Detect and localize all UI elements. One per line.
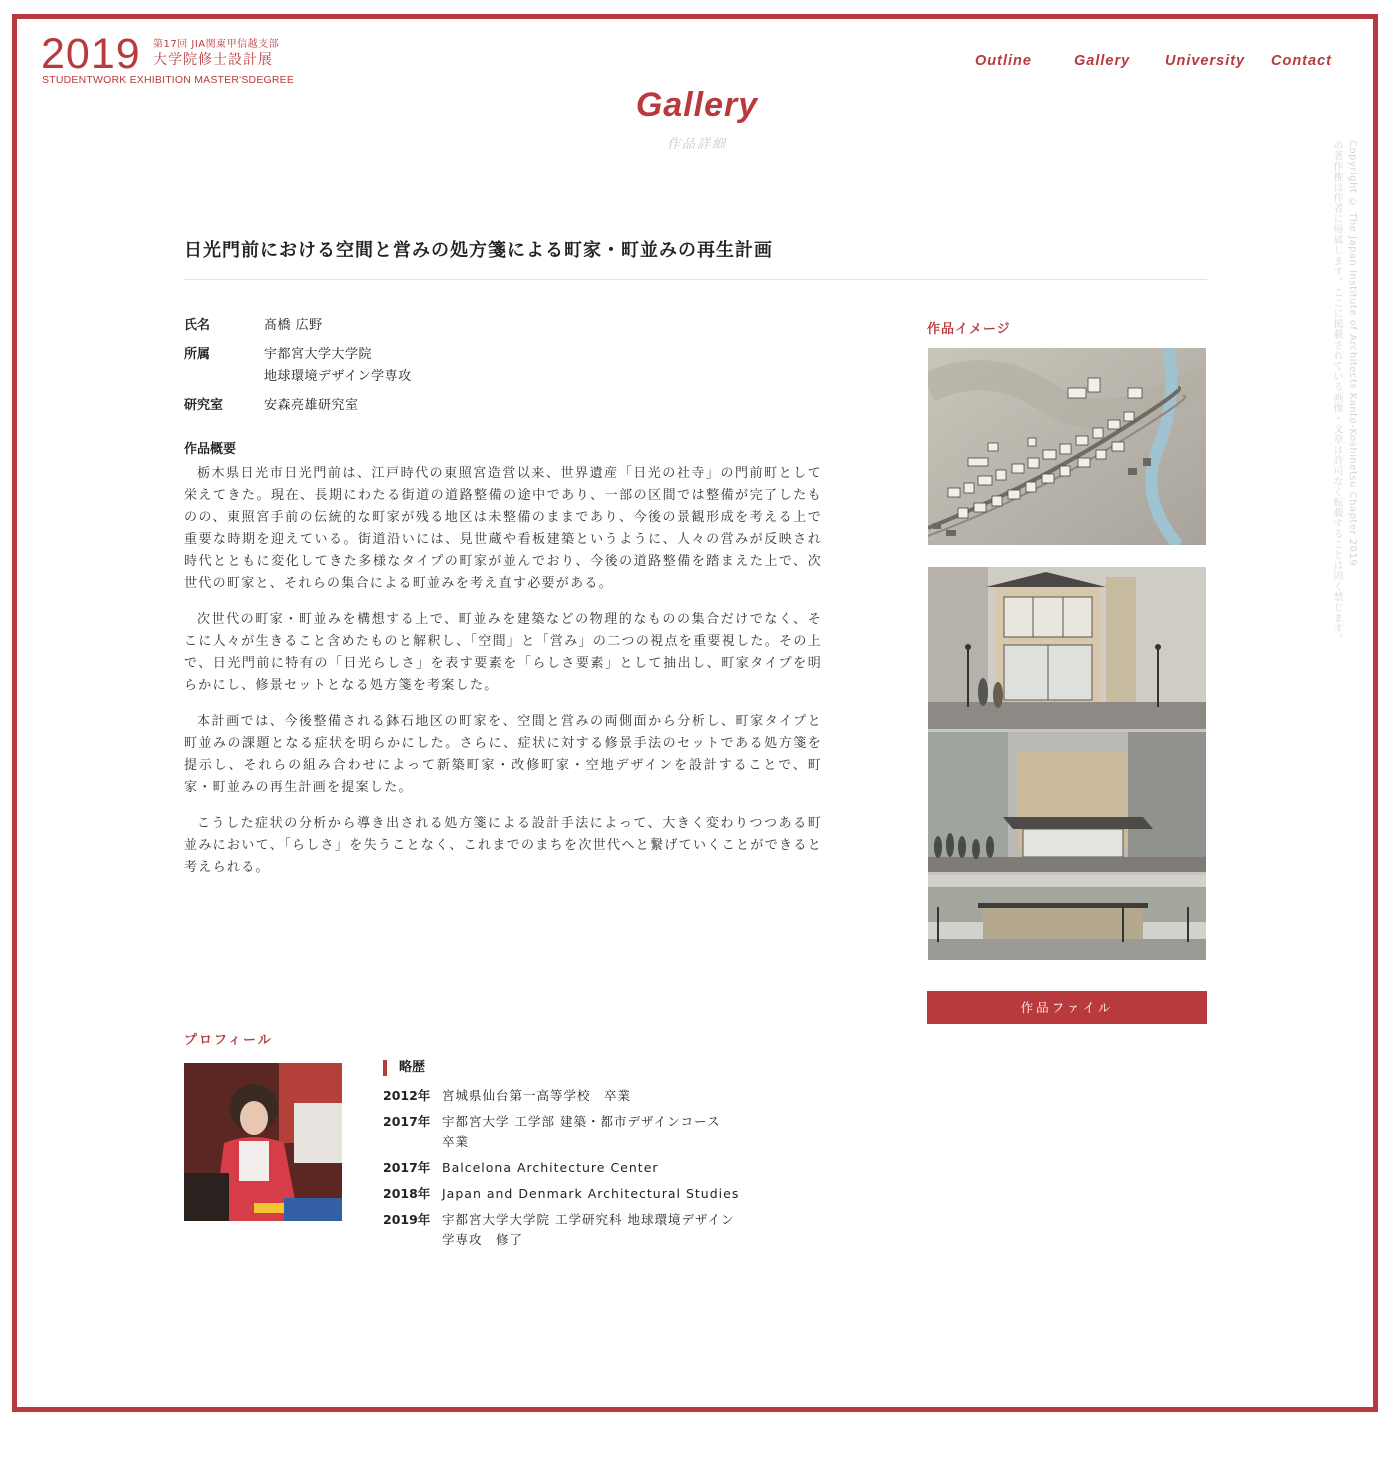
logo-english: STUDENTWORK EXHIBITION MASTER'SDEGREE xyxy=(42,74,295,86)
nav-outline[interactable]: Outline xyxy=(975,53,1032,69)
work-file-button[interactable]: 作品ファイル xyxy=(927,991,1207,1024)
copyright-line-2: の著作権は作者に帰属します。ここに掲載されている画像・文章は許可なく転載することは固く禁じます。 xyxy=(1331,140,1342,644)
avatar-illustration xyxy=(184,1063,342,1221)
career-text: 宇都宮大学 工学部 建築・都市デザインコース 卒業 xyxy=(442,1114,721,1149)
map-illustration xyxy=(928,348,1206,545)
title-divider xyxy=(184,279,1207,280)
lab-label: 研究室 xyxy=(184,398,224,413)
work-image-map[interactable] xyxy=(928,348,1206,545)
career-item xyxy=(383,1184,743,1204)
nav-gallery[interactable]: Gallery xyxy=(1074,53,1131,69)
career-item xyxy=(383,1210,743,1250)
profile-heading: プロフィール xyxy=(184,1033,273,1048)
page-title: Gallery xyxy=(635,86,759,124)
work-summary xyxy=(184,463,822,893)
nav-contact[interactable]: Contact xyxy=(1271,53,1332,69)
logo-year: 2019 xyxy=(41,30,141,78)
page-subtitle: 作品詳細 xyxy=(666,137,727,152)
summary-paragraph: 栃木県日光市日光門前は、江戸時代の東照宮造営以来、世界遺産「日光の社寺」の門前町として栄えてきた。現在、長期にわたる街道の道路整備の途中であり、一部の区間では整備が完了したものの、東照宮手前の伝統的な町家が残る地区は未整備のままであり、今後の景観形成を考える上で重要な時期を迎えている。街道沿いには、見世蔵や看板建築というように、人々の営みが反映され時代とともに変化してきた多様なタイプの町家が並んでおり、今後の道路整備を踏まえた上で、次世代の町家と、それらの集合による町並みを考え直す必要がある。 xyxy=(184,466,822,591)
career-heading: 略歴 xyxy=(383,1060,425,1076)
name-value: 髙橋 広野 xyxy=(264,318,323,333)
summary-heading: 作品概要 xyxy=(184,442,237,457)
career-text: 宇都宮大学大学院 工学研究科 地球環境デザイン学専攻 修了 xyxy=(442,1212,735,1247)
career-text: Japan and Denmark Architectural Studies xyxy=(442,1186,740,1201)
work-image-heading: 作品イメージ xyxy=(927,322,1011,337)
career-item xyxy=(383,1158,743,1178)
info-affiliation-row xyxy=(184,344,584,388)
career-item xyxy=(383,1112,743,1152)
career-year: 2019年 xyxy=(383,1212,431,1227)
work-title: 日光門前における空間と営みの処方箋による町家・町並みの再生計画 xyxy=(184,240,773,261)
render-illustration xyxy=(928,567,1206,960)
info-name-row xyxy=(184,315,584,337)
career-item xyxy=(383,1086,743,1106)
info-lab-row xyxy=(184,395,584,417)
logo-subtitle-2: 大学院修士設計展 xyxy=(153,52,273,68)
affiliation-label: 所属 xyxy=(184,347,211,362)
career-year: 2017年 xyxy=(383,1160,431,1175)
career-year: 2012年 xyxy=(383,1088,431,1103)
summary-paragraph: 本計画では、今後整備される鉢石地区の町家を、空間と営みの両側面から分析し、町家タイプと町並みの課題となる症状を明らかにした。さらに、症状に対する修景手法のセットである処方箋を提示し、それらの組み合わせによって新築町家・改修町家・空地デザインを設計することで、町家・町並みの再生計画を提案した。 xyxy=(184,714,822,795)
copyright-line-1: Copyright © The Japan Institute of Architects Kanto-Koshinetsu Chapter 2019 xyxy=(1347,140,1358,567)
affiliation-value-1: 宇都宮大学大学院 xyxy=(264,347,373,362)
lab-value: 安森亮雄研究室 xyxy=(264,398,359,413)
affiliation-value-2: 地球環境デザイン学専攻 xyxy=(264,369,412,384)
career-text: Balcelona Architecture Center xyxy=(442,1160,659,1175)
career-year: 2017年 xyxy=(383,1114,431,1129)
summary-paragraph: こうした症状の分析から導き出される処方箋による設計手法によって、大きく変わりつつある町並みにおいて、「らしさ」を失うことなく、これまでのまちを次世代へと繋げていくことができると考えられる。 xyxy=(184,816,822,875)
summary-paragraph: 次世代の町家・町並みを構想する上で、町並みを建築などの物理的なものの集合だけでなく、そこに人々が生きること含めたものと解釈し、「空間」と「営み」の二つの視点を重要視した。その上で、日光門前に特有の「日光らしさ」を表す要素を「らしさ要素」として抽出し、町家タイプを明らかにし、修景セットとなる処方箋を考案した。 xyxy=(184,612,822,693)
career-year: 2018年 xyxy=(383,1186,431,1201)
main-nav xyxy=(0,53,1394,73)
name-label: 氏名 xyxy=(184,318,211,333)
copyright-notice xyxy=(1328,140,1360,680)
nav-university[interactable]: University xyxy=(1165,53,1246,69)
career-text: 宮城県仙台第一高等学校 卒業 xyxy=(442,1088,632,1103)
logo-subtitle-1: 第17回 JIA関東甲信越支部 xyxy=(153,39,280,50)
profile-photo xyxy=(184,1063,342,1221)
work-image-renders[interactable] xyxy=(928,567,1206,960)
